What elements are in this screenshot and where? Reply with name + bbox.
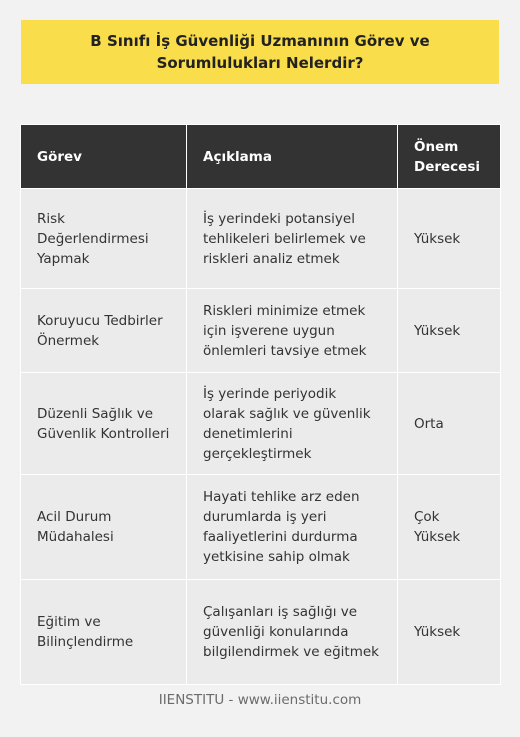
duties-table [20,124,501,685]
priority-cell: Yüksek [398,580,501,685]
table-row [21,475,501,580]
priority-cell: Yüksek [398,289,501,373]
column-header-priority: Önem Derecesi [398,125,501,189]
priority-cell: Çok Yüksek [398,475,501,580]
footer-credit: IIENSTITU - www.iienstitu.com [158,692,362,708]
description-cell: Hayati tehlike arz eden durumlarda iş yeri faaliyetlerini durdurma yetkisine sahip olmak [187,475,398,580]
table-row [21,189,501,289]
priority-cell: Yüksek [398,189,501,289]
column-header-description: Açıklama [187,125,398,189]
task-cell: Eğitim ve Bilinçlendirme [21,580,187,685]
description-cell: İş yerindeki potansiyel tehlikeleri belirlemek ve riskleri analiz etmek [187,189,398,289]
task-cell: Risk Değerlendirmesi Yapmak [21,189,187,289]
page-title: B Sınıfı İş Güvenliği Uzmanının Görev ve Sorumlulukları Nelerdir? [90,32,430,72]
table-row [21,289,501,373]
task-cell: Düzenli Sağlık ve Güvenlik Kontrolleri [21,373,187,475]
table-header-row [21,125,501,189]
task-cell: Koruyucu Tedbirler Önermek [21,289,187,373]
description-cell: Riskleri minimize etmek için işverene uygun önlemleri tavsiye etmek [187,289,398,373]
table-row [21,580,501,685]
description-cell: İş yerinde periyodik olarak sağlık ve güvenlik denetimlerini gerçekleştirmek [187,373,398,475]
priority-cell: Orta [398,373,501,475]
table-row [21,373,501,475]
task-cell: Acil Durum Müdahalesi [21,475,187,580]
description-cell: Çalışanları iş sağlığı ve güvenliği konularında bilgilendirmek ve eğitmek [187,580,398,685]
title-banner [21,20,499,84]
column-header-task: Görev [21,125,187,189]
